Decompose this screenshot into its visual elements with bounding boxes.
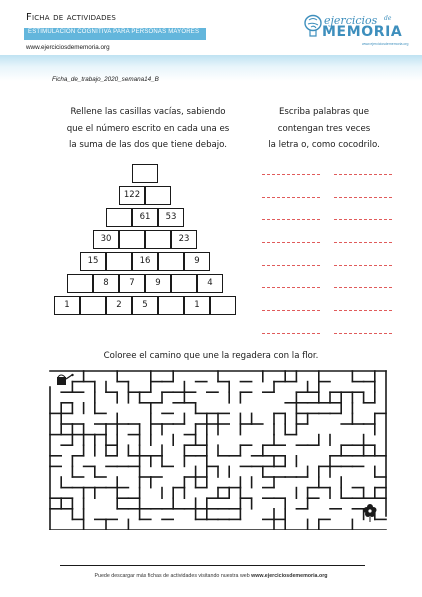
- pyramid-cell[interactable]: [106, 208, 132, 227]
- pyramid-cell[interactable]: 2: [106, 296, 132, 315]
- pyramid-cell[interactable]: 9: [145, 274, 171, 293]
- pyramid-cell[interactable]: 122: [119, 186, 145, 205]
- writing-lines-left[interactable]: [262, 174, 320, 356]
- writing-line[interactable]: [334, 219, 392, 221]
- writing-lines-right[interactable]: [334, 174, 392, 356]
- footer: [0, 573, 422, 579]
- header-url[interactable]: www.ejerciciosdememoria.org: [26, 44, 110, 51]
- writing-line[interactable]: [262, 197, 320, 199]
- logo-url: www.ejerciciosdememoria.org: [362, 42, 409, 46]
- worksheet-id: Ficha_de_trabajo_2020_semana14_B: [52, 76, 159, 83]
- footer-divider: [60, 565, 365, 566]
- writing-line[interactable]: [262, 287, 320, 289]
- writing-line[interactable]: [334, 174, 392, 176]
- maze[interactable]: [47, 368, 389, 530]
- pyramid-cell[interactable]: [119, 230, 145, 249]
- maze-walls: [50, 371, 386, 530]
- pyramid-cell[interactable]: [171, 274, 197, 293]
- writing-line[interactable]: [262, 174, 320, 176]
- pyramid-cell[interactable]: 23: [171, 230, 197, 249]
- logo-text-de: de: [384, 15, 392, 22]
- pyramid-cell[interactable]: 9: [184, 252, 210, 271]
- pyramid-cell[interactable]: 8: [93, 274, 119, 293]
- pyramid-cell[interactable]: 16: [132, 252, 158, 271]
- pyramid-cell[interactable]: [80, 296, 106, 315]
- pyramid-cell[interactable]: 15: [80, 252, 106, 271]
- pyramid-cell[interactable]: [145, 230, 171, 249]
- writing-line[interactable]: [334, 333, 392, 335]
- writing-line[interactable]: [334, 310, 392, 312]
- writing-line[interactable]: [262, 310, 320, 312]
- writing-line[interactable]: [262, 242, 320, 244]
- page-title: Ficha de actividades: [26, 12, 116, 23]
- writing-line[interactable]: [262, 333, 320, 335]
- pyramid-cell[interactable]: 5: [132, 296, 158, 315]
- words-instructions: [254, 104, 394, 154]
- pyramid-cell[interactable]: 61: [132, 208, 158, 227]
- pyramid-cell[interactable]: [210, 296, 236, 315]
- instruction-line: que el número escrito en cada una es: [66, 123, 230, 134]
- footer-url[interactable]: www.ejerciciosdememoria.org: [251, 573, 328, 579]
- pyramid-cell[interactable]: [132, 164, 158, 183]
- pyramid-cell[interactable]: 30: [93, 230, 119, 249]
- pyramid-cell[interactable]: 53: [158, 208, 184, 227]
- pyramid-cell[interactable]: [67, 274, 93, 293]
- instruction-line: la letra o, como cocodrilo.: [268, 140, 380, 150]
- instruction-line: contengan tres veces: [277, 123, 371, 134]
- instruction-line: Escriba palabras que: [278, 107, 370, 117]
- pyramid-cell[interactable]: 1: [54, 296, 80, 315]
- pyramid-cell[interactable]: [158, 296, 184, 315]
- logo-text-top: ejercicios: [324, 14, 378, 27]
- instruction-line: Rellene las casillas vacías, sabiendo: [70, 107, 226, 117]
- writing-line[interactable]: [334, 242, 392, 244]
- pyramid-instructions: [54, 104, 242, 154]
- maze-instructions: Coloree el camino que une la regadera con la flor.: [103, 351, 319, 361]
- writing-line[interactable]: [262, 219, 320, 221]
- pyramid-cell[interactable]: 1: [184, 296, 210, 315]
- writing-line[interactable]: [334, 265, 392, 267]
- writing-line[interactable]: [262, 265, 320, 267]
- writing-line[interactable]: [334, 197, 392, 199]
- logo-text-main: MEMORIA: [322, 24, 403, 40]
- pyramid-cell[interactable]: [145, 186, 171, 205]
- subtitle: ESTIMULACIÓN COGNITIVA PARA PERSONAS MAYORES: [28, 29, 200, 35]
- pyramid-cell[interactable]: 7: [119, 274, 145, 293]
- pyramid-cell[interactable]: [158, 252, 184, 271]
- writing-line[interactable]: [334, 287, 392, 289]
- logo: [300, 12, 420, 50]
- brain-icon: [304, 14, 322, 40]
- footer-text: Puede descargar más fichas de actividades visitando nuestra web: [94, 573, 250, 579]
- pyramid-cell[interactable]: 4: [197, 274, 223, 293]
- watering-can-icon: [57, 374, 74, 385]
- pyramid-cell[interactable]: [106, 252, 132, 271]
- instruction-line: la suma de las dos que tiene debajo.: [68, 140, 228, 150]
